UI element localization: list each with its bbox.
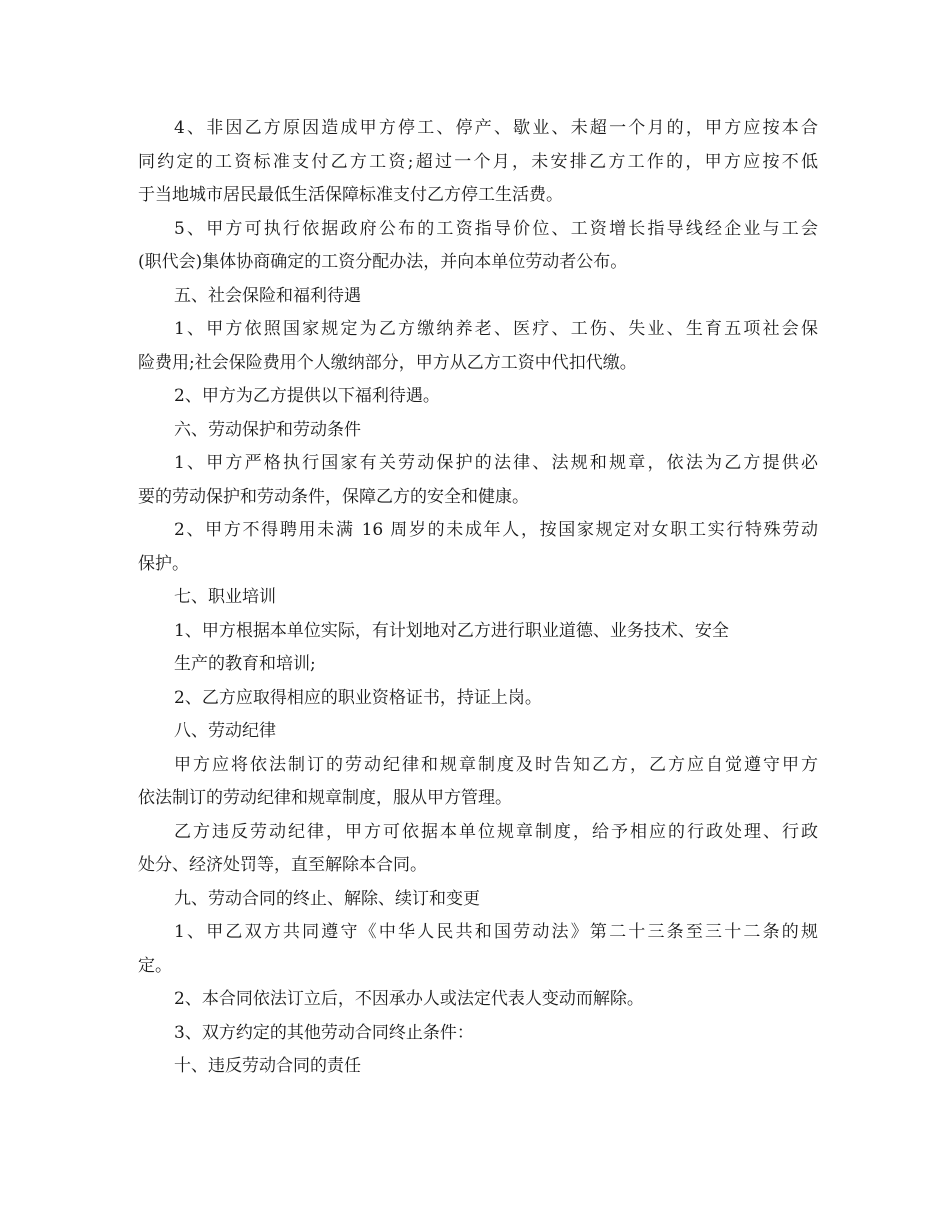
text-line: 于当地城市居民最低生活保障标准支付乙方停工生活费。	[138, 185, 563, 205]
text-line: 五、社会保险和福利待遇	[174, 285, 361, 306]
text-line: 七、职业培训	[174, 587, 276, 607]
text-line: 1、甲方依照国家规定为乙方缴纳养老、医疗、工伤、失业、生育五项社会保	[174, 319, 818, 339]
text-line: 要的劳动保护和劳动条件，保障乙方的安全和健康。	[138, 486, 529, 507]
text-line: 险费用;社会保险费用个人缴纳部分，甲方从乙方工资中代扣代缴。	[138, 352, 637, 373]
text-line: 2、甲方为乙方提供以下福利待遇。	[174, 386, 440, 406]
text-line: 4、非因乙方原因造成甲方停工、停产、歇业、未超一个月的，甲方应按本合	[174, 118, 818, 138]
text-line: 九、劳动合同的终止、解除、续订和变更	[174, 888, 480, 909]
text-line: 3、双方约定的其他劳动合同终止条件：	[174, 1022, 474, 1043]
text-line: 5、甲方可执行依据政府公布的工资指导价位、工资增长指导线经企业与工会	[174, 218, 818, 239]
text-line: 1、甲方根据本单位实际，有计划地对乙方进行职业道德、业务技术、安全	[174, 620, 729, 641]
document-body	[138, 112, 818, 1084]
text-line: 2、甲方不得聘用未满 16 周岁的未成年人，按国家规定对女职工实行特殊劳动	[174, 520, 818, 540]
text-line: 1、甲方严格执行国家有关劳动保护的法律、法规和规章，依法为乙方提供必	[174, 453, 818, 473]
text-line: 甲方应将依法制订的劳动纪律和规章制度及时告知乙方，乙方应自觉遵守甲方	[174, 754, 818, 775]
text-line: 保护。	[138, 553, 189, 574]
text-line: 2、乙方应取得相应的职业资格证书，持证上岗。	[174, 687, 542, 708]
text-line: 生产的教育和培训;	[174, 654, 316, 674]
text-line: (职代会)集体协商确定的工资分配办法，并向本单位劳动者公布。	[138, 252, 628, 272]
text-line: 乙方违反劳动纪律，甲方可依据本单位规章制度，给予相应的行政处理、行政	[174, 821, 818, 842]
text-line: 八、劳动纪律	[174, 721, 276, 741]
text-line: 定。	[138, 955, 172, 976]
text-line: 处分、经济处罚等，直至解除本合同。	[138, 855, 427, 875]
text-line: 依法制订的劳动纪律和规章制度，服从甲方管理。	[138, 788, 512, 808]
text-line: 2、本合同依法订立后，不因承办人或法定代表人变动而解除。	[174, 989, 644, 1009]
text-line: 1、甲乙双方共同遵守《中华人民共和国劳动法》第二十三条至三十二条的规	[174, 922, 818, 942]
text-line: 十、违反劳动合同的责任	[174, 1056, 361, 1076]
text-line: 六、劳动保护和劳动条件	[174, 419, 361, 440]
text-line: 同约定的工资标准支付乙方工资;超过一个月，未安排乙方工作的，甲方应按不低	[138, 151, 818, 172]
